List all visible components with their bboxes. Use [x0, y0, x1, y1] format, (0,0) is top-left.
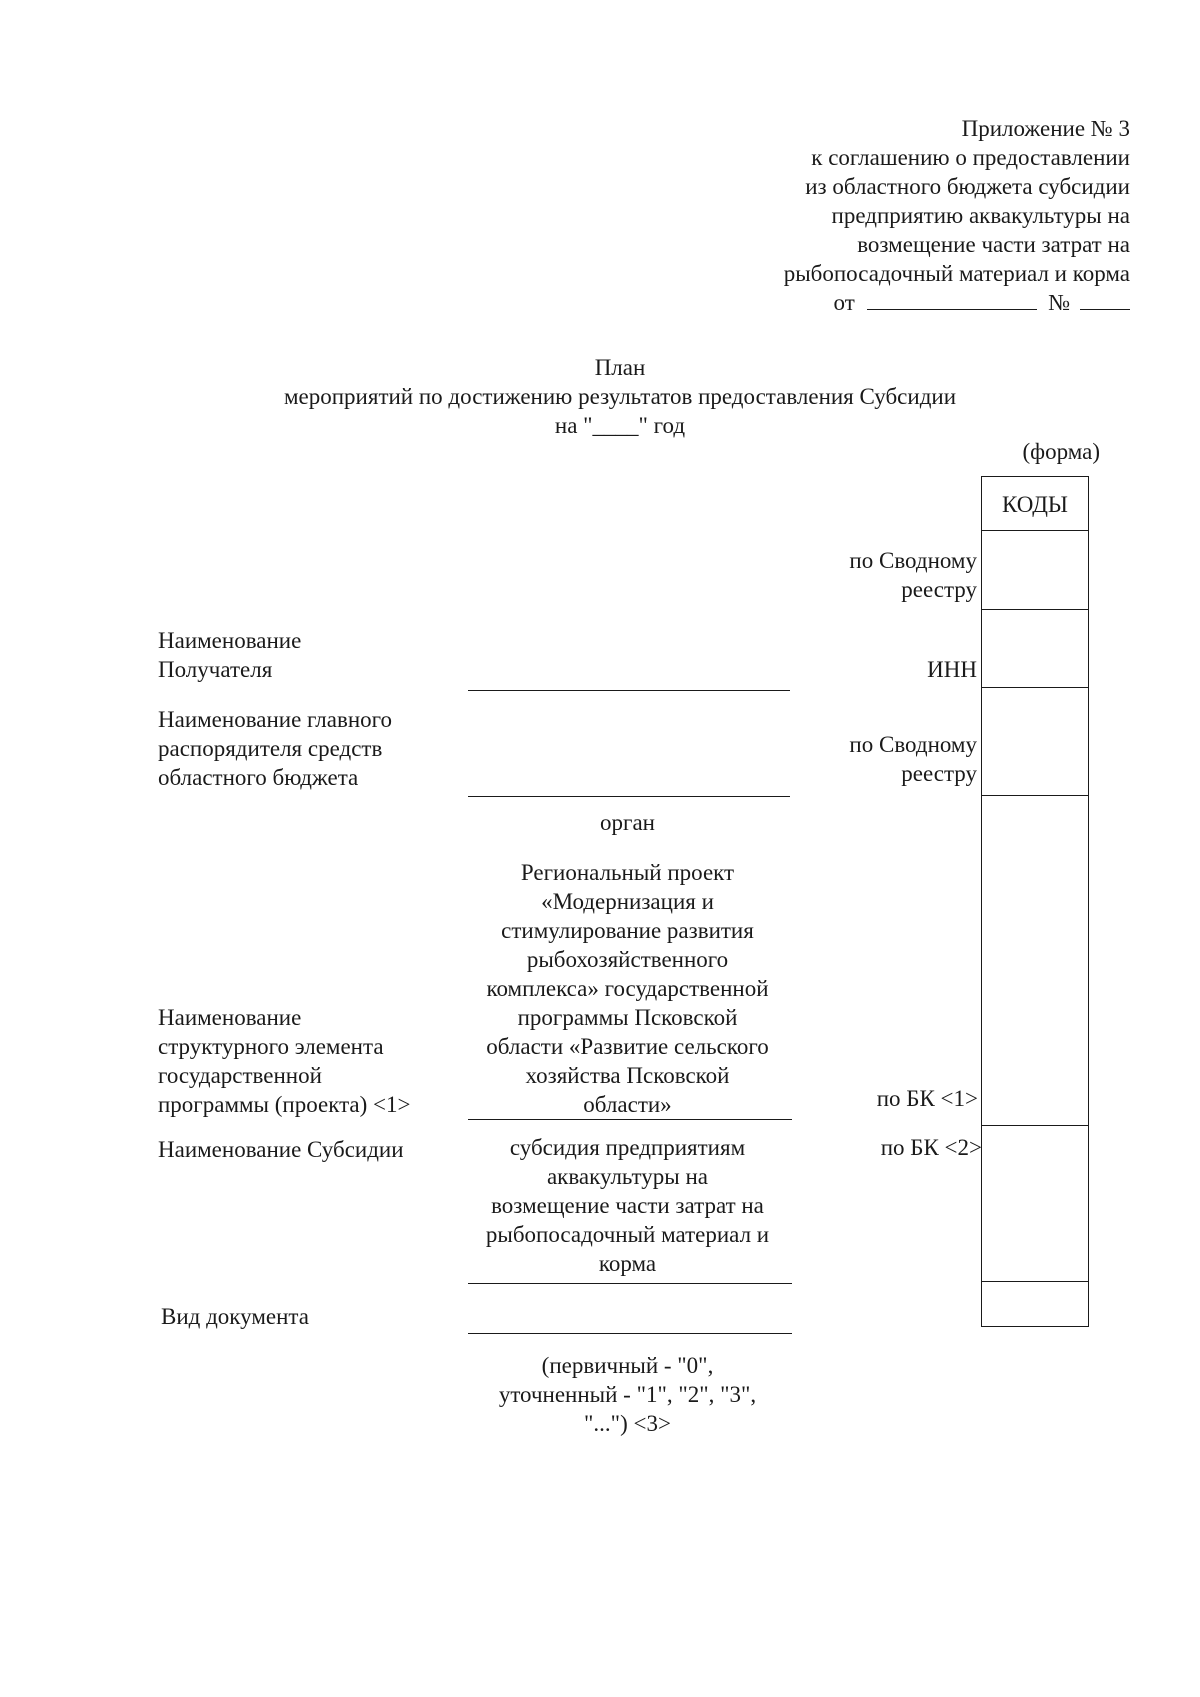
subsidy-value	[465, 1133, 790, 1278]
code-label-registry	[849, 730, 977, 788]
value-line: аквакультуры на	[546, 1164, 709, 1189]
appendix-line: из областного бюджета субсидии	[805, 174, 1130, 199]
value-line: хозяйства Псковской	[525, 1063, 730, 1088]
codes-divider	[982, 530, 1088, 531]
appendix-title: Приложение № 3	[961, 116, 1130, 141]
document-type-field[interactable]	[468, 1333, 792, 1334]
chief-manager-label-line: Наименование главного	[158, 707, 393, 732]
code-label-line: по Сводному	[849, 732, 977, 757]
chief-manager-subcaption: орган	[600, 810, 655, 835]
codes-divider	[982, 1125, 1088, 1126]
date-blank[interactable]	[867, 291, 1037, 310]
value-line: комплекса» государственной	[486, 976, 769, 1001]
title-line-1: План	[594, 355, 646, 380]
structural-element-label-line: программы (проекта) <1>	[158, 1092, 411, 1117]
recipient-field[interactable]	[468, 690, 790, 691]
value-line: программы Псковской	[517, 1005, 738, 1030]
structural-element-label	[158, 1003, 410, 1119]
codes-header: КОДЫ	[1002, 492, 1068, 517]
number-blank[interactable]	[1080, 291, 1130, 310]
code-label-registry	[849, 546, 977, 604]
code-label-line: по Сводному	[849, 548, 977, 573]
codes-divider	[982, 1281, 1088, 1282]
title-line-3: на "____" год	[554, 413, 686, 438]
document-type-note	[465, 1351, 790, 1438]
appendix-date-line	[610, 288, 1130, 317]
value-line: «Модернизация и	[541, 889, 714, 914]
note-line: (первичный - "0",	[541, 1353, 714, 1378]
document-type-label: Вид документа	[161, 1304, 309, 1329]
value-line: рыбохозяйственного	[526, 947, 729, 972]
code-label-bk2: по БК <2>	[880, 1135, 982, 1160]
date-prefix: от	[833, 290, 855, 315]
structural-element-value	[465, 858, 790, 1119]
codes-column	[981, 476, 1089, 1327]
title-line-2: мероприятий по достижению результатов предоставления Субсидии	[283, 384, 957, 409]
subsidy-label: Наименование Субсидии	[158, 1137, 404, 1162]
codes-divider	[982, 609, 1088, 610]
document-title	[230, 353, 1010, 440]
recipient-label	[158, 626, 301, 684]
subsidy-field[interactable]	[468, 1283, 792, 1284]
code-label-line: реестру	[901, 577, 977, 602]
value-line: рыбопосадочный материал и	[485, 1222, 770, 1247]
note-line: "...") <3>	[584, 1411, 671, 1436]
code-label-line: реестру	[901, 761, 977, 786]
recipient-label-line: Наименование	[158, 628, 302, 653]
structural-element-field[interactable]	[468, 1119, 792, 1120]
codes-divider	[982, 795, 1088, 796]
value-line: корма	[598, 1251, 657, 1276]
value-line: субсидия предприятиям	[509, 1135, 746, 1160]
appendix-line: возмещение части затрат на	[857, 232, 1130, 257]
appendix-line: к соглашению о предоставлении	[811, 145, 1130, 170]
structural-element-label-line: Наименование	[158, 1005, 302, 1030]
note-line: уточненный - "1", "2", "3",	[498, 1382, 757, 1407]
chief-manager-label-line: областного бюджета	[158, 765, 359, 790]
value-line: возмещение части затрат на	[491, 1193, 764, 1218]
chief-manager-label	[158, 705, 392, 792]
appendix-line: рыбопосадочный материал и корма	[783, 261, 1130, 286]
value-line: области»	[583, 1092, 672, 1117]
structural-element-label-line: структурного элемента	[158, 1034, 384, 1059]
appendix-header	[610, 114, 1130, 317]
structural-element-label-line: государственной	[158, 1063, 322, 1088]
appendix-line: предприятию аквакультуры на	[831, 203, 1130, 228]
value-line: стимулирование развития	[501, 918, 754, 943]
codes-divider	[982, 687, 1088, 688]
value-line: Региональный проект	[520, 860, 735, 885]
form-label: (форма)	[1022, 439, 1100, 464]
value-line: области «Развитие сельского	[486, 1034, 769, 1059]
number-sign: №	[1048, 290, 1071, 315]
recipient-label-line: Получателя	[158, 657, 273, 682]
code-label-bk1: по БК <1>	[876, 1086, 978, 1111]
inn-label: ИНН	[927, 657, 977, 682]
chief-manager-label-line: распорядителя средств	[158, 736, 383, 761]
chief-manager-field[interactable]	[468, 796, 790, 797]
